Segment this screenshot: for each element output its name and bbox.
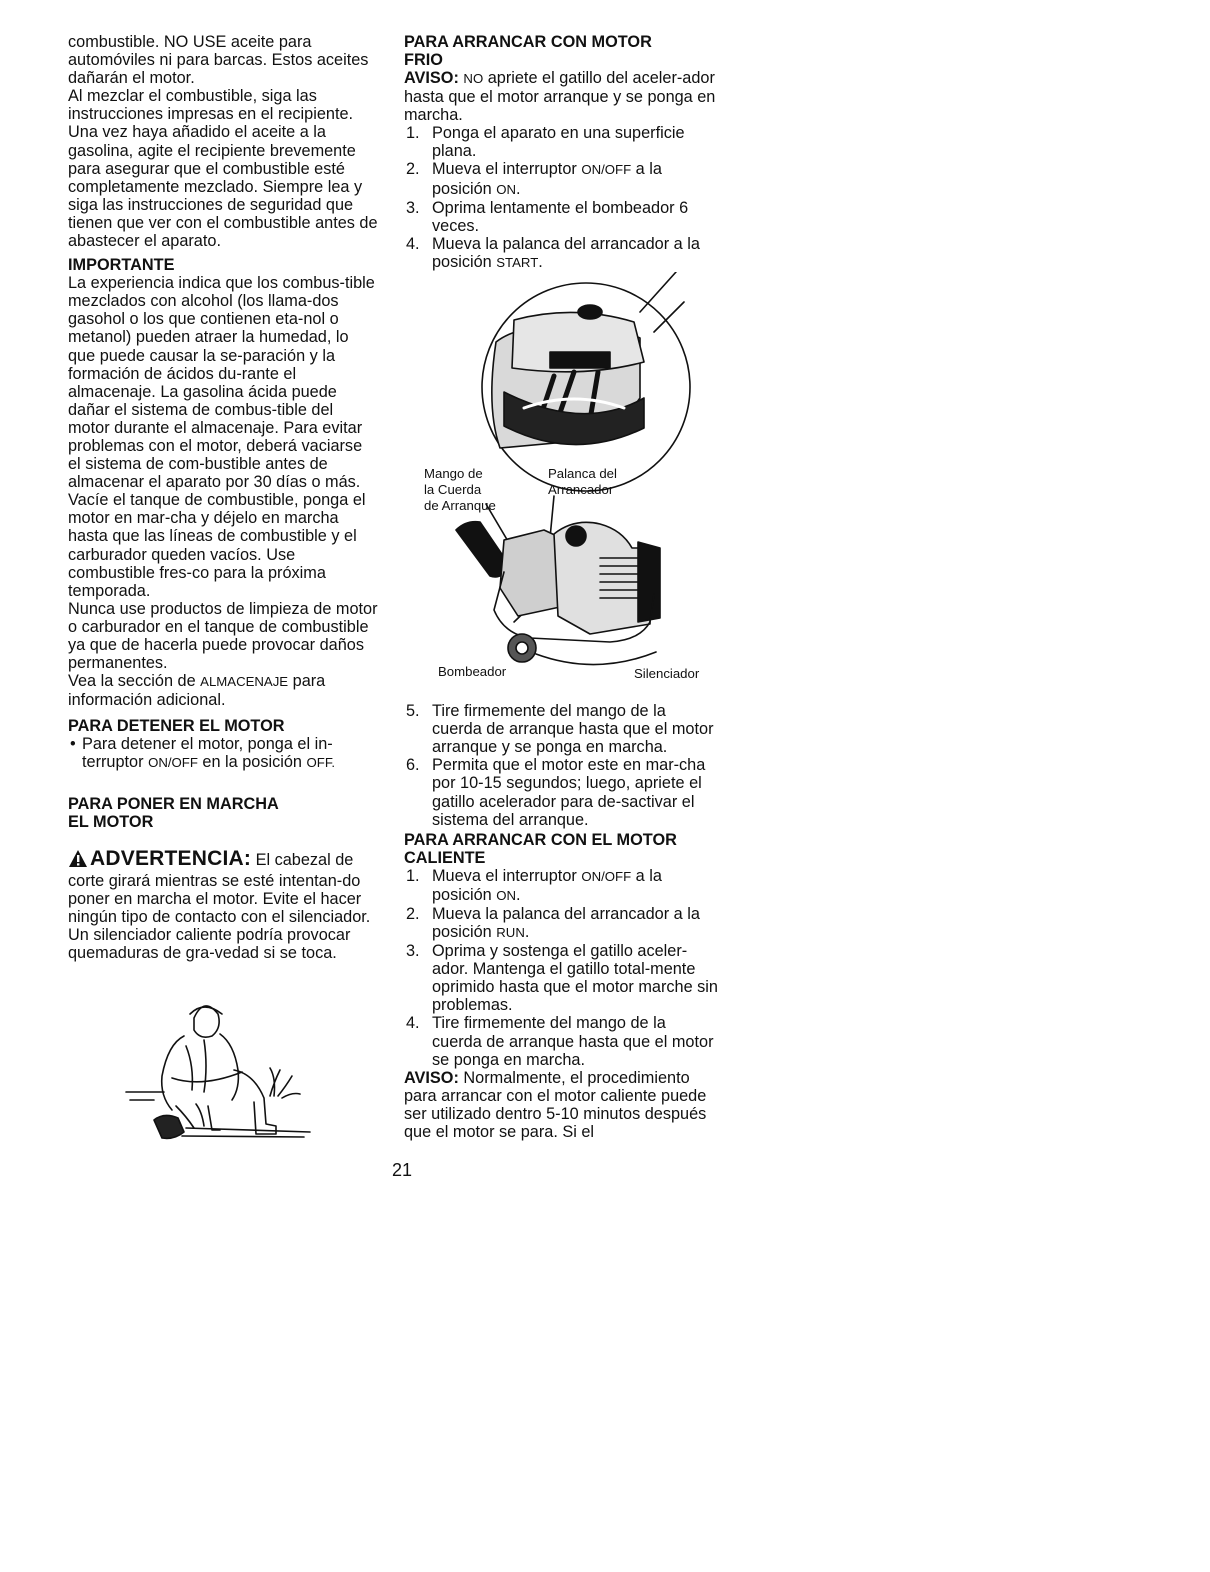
importante-paragraph: La experiencia indica que los combus-tible mezclados con alcohol (los llama-dos gasohol o los que contienen eta-nol o metanol) pueden atraer la humedad, lo que puede causar la se-paración y la formación de ácidos du-rante el almacenaje. La gasolina ácida puede dañar el sistema de combus-tible del motor durante el almacenaje. Para evitar problemas con el motor, deberá vaciarse el sistema de com-bustible antes de almacenar el aparato por 30 días o más. Vacíe el tanque de combustible, ponga el motor en mar-cha y déjelo en marcha hasta que las líneas de combustible y el carburador queden vacíos. Use combustible fres-co para la próxima temporada. [68,274,375,600]
fuel-intro-paragraph: combustible. NO USE aceite para automóviles ni para barcas. Estos aceites dañarán el motor. [68,33,369,88]
diagram-label-mango-line1: Mango de [424,466,483,482]
operator-kneeling-illustration [124,996,314,1144]
importante-heading: IMPORTANTE [68,256,175,275]
warning-paragraph [68,846,378,963]
engine-diagram [404,272,720,702]
warm-start-notice: AVISO: Normalmente, el procedimiento para arrancar con el motor caliente puede ser utilizado dentro 5-10 minutos después que el motor se para. Si el [404,1068,707,1141]
diagram-label-palanca-line2: Arrancador [548,482,614,498]
list-item: 1. Ponga el aparato en una superficie plana. [406,124,685,161]
cleaner-warning-paragraph: Nunca use productos de limpieza de motor o carburador en el tanque de combustible ya que de hacerla puede provocar daños permanentes. [68,599,378,673]
diagram-label-mango-line2: la Cuerda [424,482,482,498]
start-engine-heading-line2: EL MOTOR [68,812,154,831]
warning-text: El cabezal de corte girará mientras se esté intentan-do poner en marcha el motor. Evite el hacer ningún tipo de contacto con el silenciador. Un silenciador caliente podría provocar quemaduras de gra-vedad si se toca. [68,850,371,963]
diagram-label-mango-line3: de Arranque [424,498,496,514]
stop-engine-heading: PARA DETENER EL MOTOR [68,717,285,736]
stop-engine-bullet: • Para detener el motor, ponga el in-terruptor ON/OFF en la posición OFF. [68,735,378,772]
list-item: 6. Permita que el motor este en mar-cha por 10-15 segundos; luego, apriete el gatillo acelerador para de-sactivar el sistema del arranque. [406,756,706,829]
storage-reference-paragraph: Vea la sección de ALMACENAJE para información adicional. [68,672,326,710]
list-item: 4. Tire firmemente del mango de la cuerda de arranque hasta que el motor se ponga en marcha. [406,1014,714,1069]
diagram-label-silenciador: Silenciador [634,666,700,682]
warm-start-heading-line1: PARA ARRANCAR CON EL MOTOR [404,830,677,849]
warning-triangle-icon [68,849,88,872]
list-item: 2. Mueva la palanca del arrancador a la posición RUN. [406,904,700,941]
list-item: 2. Mueva el interruptor ON/OFF a la posición ON. [406,160,662,198]
list-item: 1. Mueva el interruptor ON/OFF a la posición ON. [406,866,662,904]
list-item: 5. Tire firmemente del mango de la cuerda de arranque hasta que el motor arranque y se ponga en marcha. [406,702,714,757]
diagram-label-palanca-line1: Palanca del [548,466,617,482]
list-item: 3. Oprima y sostenga el gatillo aceler-ador. Mantenga el gatillo total-mente oprimido hasta que el motor marche sin problemas. [406,942,718,1015]
start-engine-heading-line1: PARA PONER EN MARCHA [68,794,279,813]
cold-start-heading-line1: PARA ARRANCAR CON MOTOR [404,33,652,51]
warm-start-heading-line2: CALIENTE [404,848,486,867]
fuel-mixing-paragraph: Al mezclar el combustible, siga las instrucciones impresas en el recipiente. Una vez haya añadido el aceite a la gasolina, agite el recipiente brevemente para asegurar que el combustible esté completamente mezclado. Siempre lea y siga las instrucciones de seguridad que tienen que ver con el combustible antes de abastecer el aparato. [68,87,378,251]
warm-start-steps [404,867,720,1069]
cold-start-heading-line2: FRIO [404,51,443,69]
list-item: 3. Oprima lentamente el bombeador 6 veces. [406,198,689,235]
right-column [404,33,720,1141]
warning-title: ADVERTENCIA: [90,846,252,870]
cold-start-steps [404,124,720,272]
cold-start-steps-continued [404,702,720,829]
left-column [68,33,378,962]
list-item: 4. Mueva la palanca del arrancador a la posición START. [406,234,700,271]
cold-start-notice: AVISO: NO apriete el gatillo del aceler-ador hasta que el motor arranque y se ponga en marcha. [404,69,716,125]
page-number: 21 [392,1160,413,1180]
diagram-label-bombeador: Bombeador [438,664,507,680]
